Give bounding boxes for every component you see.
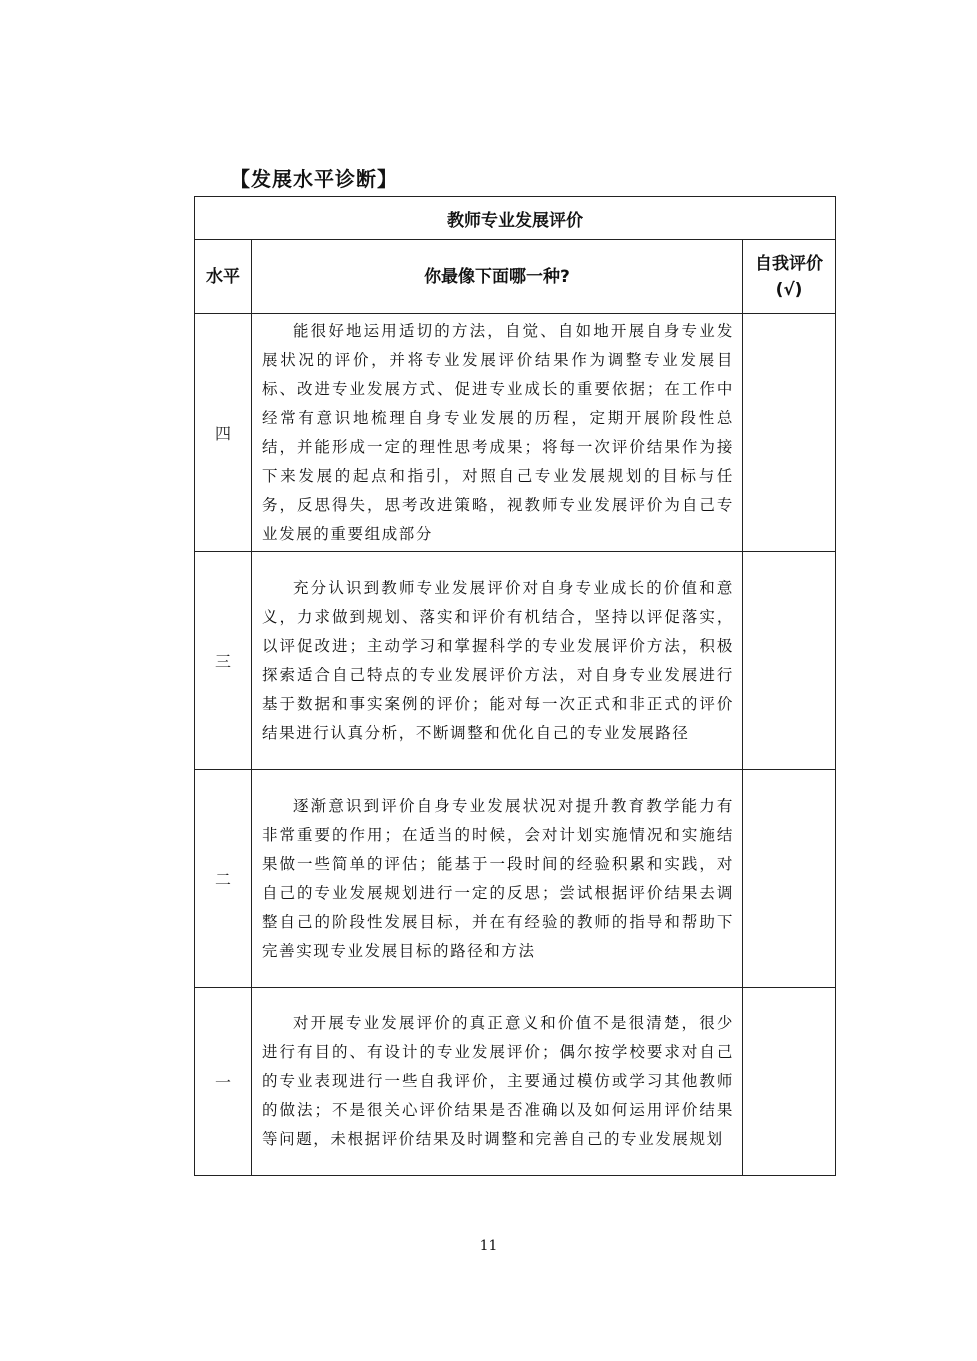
table-row	[195, 314, 836, 552]
teacher-development-evaluation-table	[194, 196, 836, 1176]
header-self-evaluation	[743, 240, 836, 314]
level-description: 充分认识到教师专业发展评价对自身专业成长的价值和意义，力求做到规划、落实和评价有机结合，坚持以评促落实，以评促改进；主动学习和掌握科学的专业发展评价方法，积极探索适合自己特点的专业发展评价方法，对自身专业发展进行基于数据和事实案例的评价；能对每一次正式和非正式的评价结果进行认真分析，不断调整和优化自己的专业发展路径	[252, 552, 743, 770]
table-caption: 教师专业发展评价	[195, 197, 836, 240]
table-row	[195, 770, 836, 988]
section-title: 【发展水平诊断】	[230, 167, 398, 191]
level-label: 四	[195, 314, 252, 552]
level-description: 能很好地运用适切的方法，自觉、自如地开展自身专业发展状况的评价，并将专业发展评价结果作为调整专业发展目标、改进专业发展方式、促进专业成长的重要依据；在工作中经常有意识地梳理自身专业发展的历程，定期开展阶段性总结，并能形成一定的理性思考成果；将每一次评价结果作为接下来发展的起点和指引，对照自己专业发展规划的目标与任务，反思得失，思考改进策略，视教师专业发展评价为自己专业发展的重要组成部分	[252, 314, 743, 552]
level-label: 一	[195, 988, 252, 1176]
self-evaluation-mark-cell[interactable]	[743, 988, 836, 1176]
level-description: 逐渐意识到评价自身专业发展状况对提升教育教学能力有非常重要的作用；在适当的时候，会对计划实施情况和实施结果做一些简单的评估；能基于一段时间的经验积累和实践，对自己的专业发展规划进行一定的反思；尝试根据评价结果去调整自己的阶段性发展目标，并在有经验的教师的指导和帮助下完善实现专业发展目标的路径和方法	[252, 770, 743, 988]
table-row	[195, 552, 836, 770]
table-caption-row	[195, 197, 836, 240]
page-number: 11	[479, 1238, 498, 1254]
self-evaluation-mark-cell[interactable]	[743, 314, 836, 552]
header-self-evaluation-label: 自我评价	[755, 253, 824, 274]
level-label: 二	[195, 770, 252, 988]
header-level: 水平	[195, 240, 252, 314]
self-evaluation-mark-cell[interactable]	[743, 552, 836, 770]
table-header-row	[195, 240, 836, 314]
level-description: 对开展专业发展评价的真正意义和价值不是很清楚，很少进行有目的、有设计的专业发展评价；偶尔按学校要求对自己的专业表现进行一些自我评价，主要通过模仿或学习其他教师的做法；不是很关心评价结果是否准确以及如何运用评价结果等问题，未根据评价结果及时调整和完善自己的专业发展规划	[252, 988, 743, 1176]
table-row	[195, 988, 836, 1176]
header-self-evaluation-check: (√)	[775, 279, 803, 300]
level-label: 三	[195, 552, 252, 770]
header-question: 你最像下面哪一种?	[252, 240, 743, 314]
self-evaluation-mark-cell[interactable]	[743, 770, 836, 988]
